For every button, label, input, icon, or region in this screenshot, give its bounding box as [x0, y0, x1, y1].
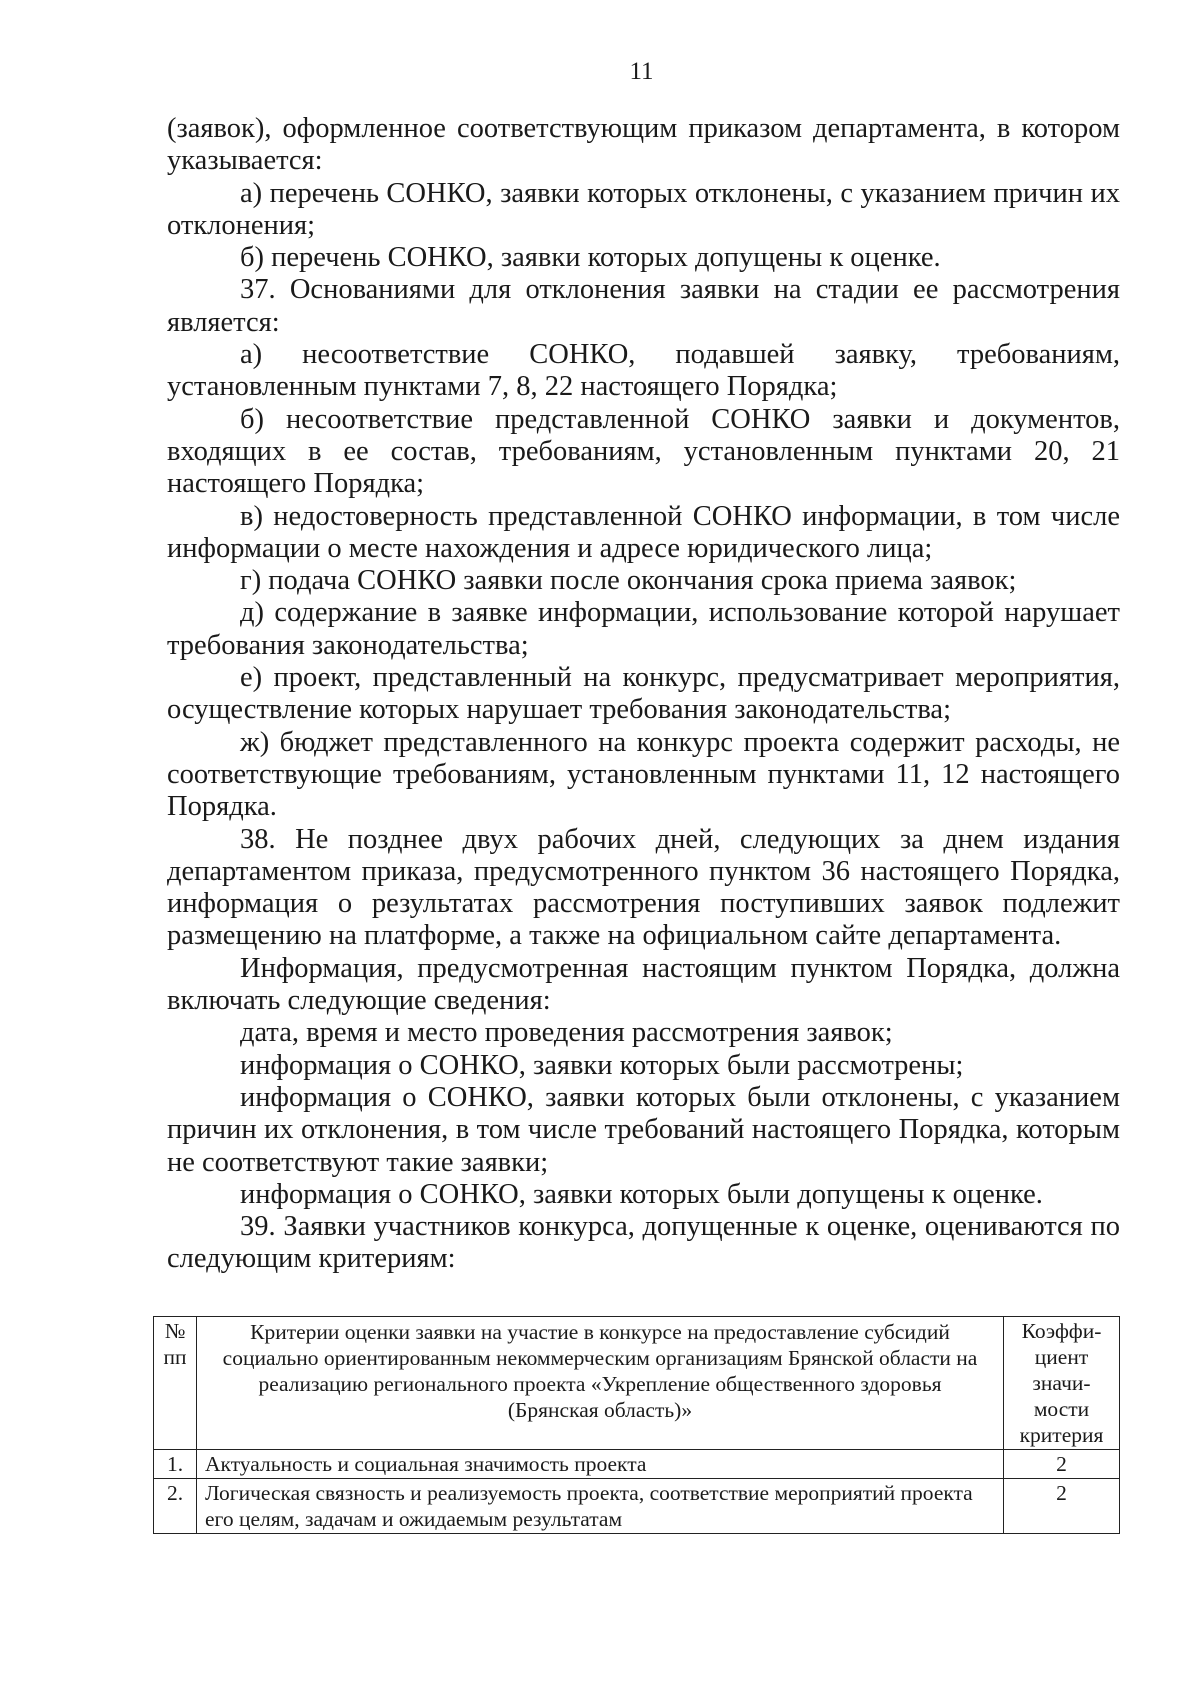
header-coefficient-cell: Коэффи-циент значи-мости критерия [1004, 1317, 1120, 1450]
paragraph: информация о СОНКО, заявки которых были допущены к оценке. [240, 1178, 1043, 1210]
paragraph: 38. Не позднее двух рабочих дней, следующих за днем издания департаментом приказа, предусмотренного пунктом 36 настоящего Порядка, информация о результатах рассмотрения поступивших заявок подлежит размещению на платформе, а также на официальном сайте департамента. [167, 823, 1120, 952]
row-criteria-cell: Актуальность и социальная значимость проекта [197, 1450, 1004, 1479]
table-row [154, 1450, 1120, 1479]
paragraph: Информация, предусмотренная настоящим пунктом Порядка, должна включать следующие сведения: [167, 952, 1120, 1017]
row-coefficient-cell: 2 [1004, 1479, 1120, 1534]
table-row [154, 1479, 1120, 1534]
paragraph: е) проект, представленный на конкурс, предусматривает мероприятия, осуществление которых нарушает требования законодательства; [167, 662, 1120, 726]
paragraph: а) перечень СОНКО, заявки которых отклонены, с указанием причин их отклонения; [167, 177, 1120, 241]
criteria-table [153, 1316, 1120, 1534]
paragraph: информация о СОНКО, заявки которых были рассмотрены; [240, 1049, 964, 1081]
row-coefficient-cell: 2 [1004, 1450, 1120, 1479]
paragraph: дата, время и место проведения рассмотрения заявок; [240, 1017, 893, 1049]
paragraph: информация о СОНКО, заявки которых были отклонены, с указанием причин их отклонения, в том числе требований настоящего Порядка, которым не соответствуют такие заявки; [167, 1081, 1120, 1178]
row-number-cell: 1. [154, 1450, 197, 1479]
paragraph: а) несоответствие СОНКО, подавшей заявку, требованиям, установленным пунктами 7, 8, 22 настоящего Порядка; [167, 339, 1120, 403]
paragraph: ж) бюджет представленного на конкурс проекта содержит расходы, не соответствующие требованиям, установленным пунктами 11, 12 настоящего Порядка. [167, 726, 1120, 823]
header-criteria-cell: Критерии оценки заявки на участие в конкурсе на предоставление субсидий социально ориентированным некоммерческим организациям Брянской области на реализацию регионального проекта «Укрепление общественного здоровья (Брянская область)» [197, 1317, 1004, 1450]
paragraph: д) содержание в заявке информации, использование которой нарушает требования законодательства; [167, 597, 1120, 661]
paragraph: 37. Основаниями для отклонения заявки на стадии ее рассмотрения является: [167, 274, 1120, 338]
table-header-row [154, 1317, 1120, 1450]
paragraph: б) перечень СОНКО, заявки которых допущены к оценке. [240, 242, 941, 274]
row-criteria-cell: Логическая связность и реализуемость проекта, соответствие мероприятий проекта его целям, задачам и ожидаемым результатам [197, 1479, 1004, 1534]
paragraph: (заявок), оформленное соответствующим приказом департамента, в котором указывается: [167, 113, 1120, 177]
page-number: 11 [629, 58, 654, 85]
paragraph: б) несоответствие представленной СОНКО заявки и документов, входящих в ее состав, требованиям, установленным пунктами 20, 21 настоящего Порядка; [167, 403, 1120, 500]
row-number-cell: 2. [154, 1479, 197, 1534]
paragraph: 39. Заявки участников конкурса, допущенные к оценке, оцениваются по следующим критериям: [167, 1211, 1120, 1275]
document-body [167, 113, 1120, 1276]
paragraph: в) недостоверность представленной СОНКО информации, в том числе информации о месте нахождения и адресе юридического лица; [167, 500, 1120, 564]
paragraph: г) подача СОНКО заявки после окончания срока приема заявок; [240, 565, 1017, 597]
header-number-cell: № пп [154, 1317, 197, 1450]
